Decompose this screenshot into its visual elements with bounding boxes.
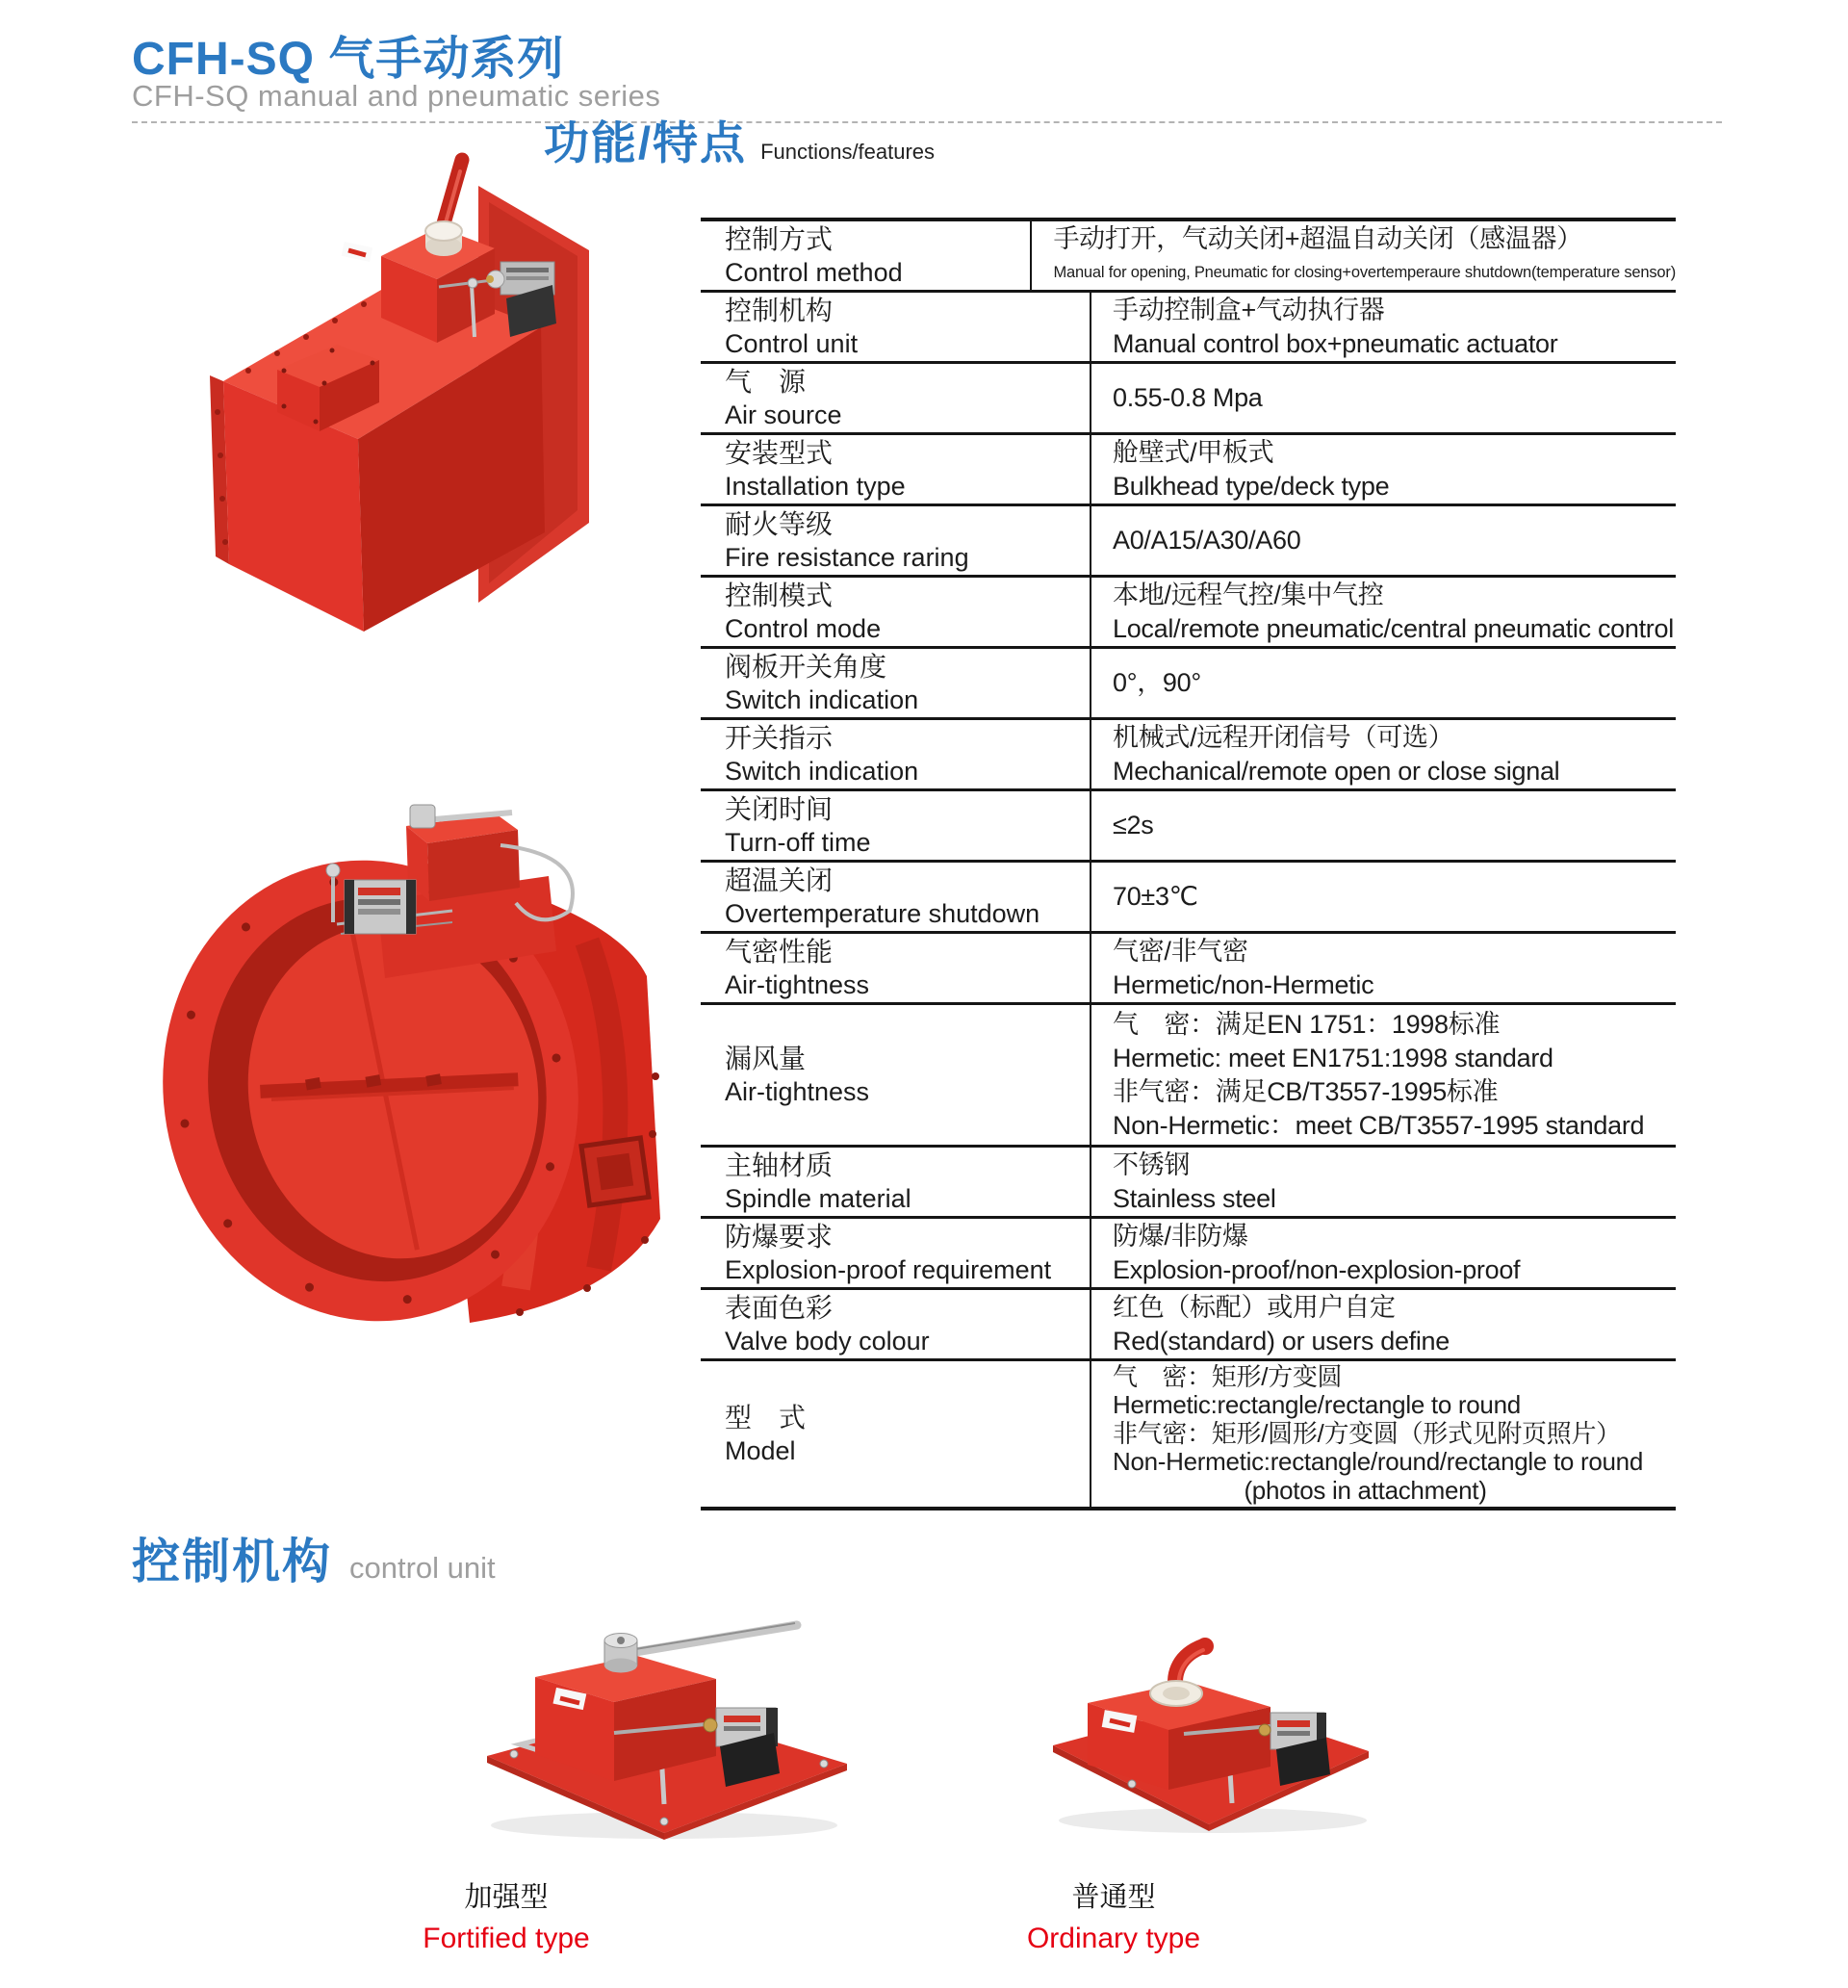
spec-row-value (1090, 578, 1676, 646)
features-title-zh: 功能/特点 (544, 117, 748, 168)
spec-value-line: Hermetic: meet EN1751:1998 standard (1113, 1043, 1553, 1072)
spec-row-value (1090, 863, 1676, 931)
fortified-type-label-zh: 加强型 (464, 1882, 549, 1913)
spec-label-zh: 超温关闭 (725, 865, 834, 895)
spec-row-value (1090, 934, 1676, 1002)
spec-row-label (701, 364, 1090, 432)
spec-value-line: Local/remote pneumatic/central pneumatic control (1113, 613, 1674, 643)
spec-row (701, 646, 1676, 717)
spec-row-label (701, 293, 1090, 361)
spec-row-value (1090, 791, 1676, 860)
spec-label-en: Turn-off time (725, 828, 871, 857)
spec-value-line: 防爆/非防爆 (1113, 1221, 1248, 1251)
spec-row (701, 1145, 1676, 1216)
spec-value-line: Stainless steel (1113, 1183, 1276, 1213)
spec-row-value (1090, 364, 1676, 432)
spec-value-line: Non-Hermetic：meet CB/T3557-1995 standard (1113, 1110, 1645, 1140)
spec-label-en: Fire resistance raring (725, 543, 969, 572)
spec-value-line: Manual control box+pneumatic actuator (1113, 328, 1558, 358)
spec-label-en: Control method (725, 258, 903, 287)
spec-label-en: Air-tightness (725, 970, 870, 999)
spec-label-en: Spindle material (725, 1184, 911, 1213)
spec-row-label (701, 221, 1030, 290)
spec-value-line: (photos in attachment) (1244, 1475, 1487, 1505)
spec-row-label (701, 435, 1090, 503)
spec-row-label (701, 1219, 1090, 1287)
spec-value-line: 0°，90° (1113, 668, 1201, 697)
spec-row-value (1090, 720, 1676, 788)
spec-label-zh: 控制模式 (725, 581, 834, 610)
spec-row-label (701, 1005, 1090, 1145)
spec-row-value (1030, 221, 1676, 290)
control-title-zh: 控制机构 (132, 1535, 332, 1588)
spec-value-line: Manual for opening, Pneumatic for closing+overtemperaure shutdown(temperature sensor) (1053, 263, 1676, 281)
ordinary-type-label (988, 1875, 1239, 1955)
spec-label-zh: 表面色彩 (725, 1293, 834, 1323)
spec-value-line: 红色（标配）或用户自定 (1113, 1292, 1396, 1322)
control-section-title (132, 1523, 496, 1592)
spec-label-en: Overtemperature shutdown (725, 899, 1040, 928)
spec-value-line: 不锈钢 (1113, 1149, 1191, 1179)
spec-label-zh: 关闭时间 (725, 794, 834, 824)
features-title-en: Functions/features (760, 140, 936, 164)
spec-row-label (701, 649, 1090, 717)
spec-value-line: 0.55-0.8 Mpa (1113, 383, 1263, 412)
spec-label-zh: 开关指示 (725, 723, 834, 753)
spec-value-line: ≤2s (1113, 811, 1154, 839)
spec-value-line: Non-Hermetic:rectangle/round/rectangle to round (1113, 1447, 1643, 1477)
fortified-control-unit-image (472, 1619, 861, 1846)
spec-value-line: 70±3℃ (1113, 882, 1198, 911)
spec-value-line: 非气密：矩形/圆形/方变圆（形式见附页照片） (1113, 1418, 1621, 1448)
fortified-type-label (381, 1875, 631, 1955)
spec-row (701, 361, 1676, 432)
spec-value-line: Mechanical/remote open or close signal (1113, 756, 1560, 786)
spec-row-value (1090, 1290, 1676, 1358)
spec-label-en: Air source (725, 400, 842, 429)
spec-row-label (701, 506, 1090, 575)
page-subtitle: CFH-SQ manual and pneumatic series (132, 79, 661, 113)
spec-label-en: Installation type (725, 472, 906, 501)
spec-row (701, 503, 1676, 575)
spec-row (701, 432, 1676, 503)
spec-label-zh: 耐火等级 (725, 509, 834, 539)
spec-row-value (1090, 435, 1676, 503)
spec-value-line: 手动控制盒+气动执行器 (1113, 295, 1385, 324)
round-damper-image (135, 787, 688, 1355)
spec-value-line: Bulkhead type/deck type (1113, 471, 1390, 501)
spec-row-value (1090, 1361, 1676, 1507)
spec-label-zh: 气密性能 (725, 937, 834, 967)
spec-row-label (701, 934, 1090, 1002)
fortified-type-label-en: Fortified type (423, 1923, 590, 1954)
spec-label-zh: 控制机构 (725, 296, 834, 325)
spec-row (701, 931, 1676, 1002)
spec-label-zh: 漏风量 (725, 1044, 807, 1073)
spec-label-en: Model (725, 1436, 796, 1465)
spec-label-en: Explosion-proof requirement (725, 1255, 1052, 1284)
spec-label-zh: 主轴材质 (725, 1150, 834, 1180)
spec-label-en: Control mode (725, 614, 882, 643)
spec-label-en: Valve body colour (725, 1327, 930, 1355)
spec-row (701, 575, 1676, 646)
spec-row-value (1090, 1005, 1676, 1145)
ordinary-type-label-zh: 普通型 (1071, 1882, 1156, 1913)
spec-label-zh: 型 式 (725, 1403, 807, 1433)
page-title: CFH-SQ 气手动系列 (132, 34, 565, 85)
spec-label-en: Switch indication (725, 685, 919, 714)
spec-row-label (701, 1290, 1090, 1358)
spec-row-value (1090, 649, 1676, 717)
spec-label-zh: 防爆要求 (725, 1222, 834, 1252)
spec-row (701, 290, 1676, 361)
spec-row-label (701, 1361, 1090, 1507)
spec-value-line: Hermetic/non-Hermetic (1113, 969, 1374, 999)
spec-row (701, 717, 1676, 788)
spec-value-line: A0/A15/A30/A60 (1113, 526, 1301, 555)
spec-value-line: Hermetic:rectangle/rectangle to round (1113, 1390, 1521, 1420)
spec-value-line: 非气密：满足CB/T3557-1995标准 (1113, 1076, 1499, 1106)
spec-value-line: 舱壁式/甲板式 (1113, 437, 1274, 467)
spec-value-line: 气 密：矩形/方变圆 (1113, 1361, 1343, 1391)
spec-value-line: 机械式/远程开闭信号（可选） (1113, 722, 1454, 752)
spec-value-line: 本地/远程气控/集中气控 (1113, 580, 1384, 609)
spec-label-en: Air-tightness (725, 1077, 870, 1106)
spec-label-zh: 阀板开关角度 (725, 652, 887, 682)
spec-label-zh: 控制方式 (725, 224, 834, 254)
spec-label-zh: 安装型式 (725, 438, 834, 468)
spec-label-en: Switch indication (725, 757, 919, 786)
spec-value-line: 手动打开，气动关闭+超温自动关闭（感温器） (1053, 223, 1582, 253)
spec-label-zh: 气 源 (725, 367, 807, 397)
spec-row-label (701, 1148, 1090, 1216)
ordinary-type-label-en: Ordinary type (1026, 1923, 1201, 1954)
spec-value-line: Explosion-proof/non-explosion-proof (1113, 1254, 1521, 1284)
spec-row (701, 1287, 1676, 1358)
ordinary-control-unit-image (1040, 1632, 1381, 1839)
spec-table (701, 218, 1676, 1510)
spec-label-en: Control unit (725, 329, 859, 358)
spec-row-value (1090, 506, 1676, 575)
spec-row (701, 860, 1676, 931)
control-title-en: control unit (349, 1551, 496, 1585)
spec-row-label (701, 720, 1090, 788)
spec-row (701, 221, 1676, 290)
spec-value-line: 气 密：满足EN 1751：1998标准 (1113, 1009, 1501, 1039)
spec-row (701, 1216, 1676, 1287)
spec-row (701, 1002, 1676, 1145)
spec-row-value (1090, 1148, 1676, 1216)
spec-row-value (1090, 1219, 1676, 1287)
spec-row-value (1090, 293, 1676, 361)
spec-value-line: 气密/非气密 (1113, 936, 1248, 966)
rect-damper-image (154, 133, 640, 643)
spec-value-line: Red(standard) or users define (1113, 1326, 1450, 1355)
spec-row (701, 788, 1676, 860)
spec-row (701, 1358, 1676, 1507)
spec-row-label (701, 578, 1090, 646)
spec-row-label (701, 863, 1090, 931)
spec-row-label (701, 791, 1090, 860)
